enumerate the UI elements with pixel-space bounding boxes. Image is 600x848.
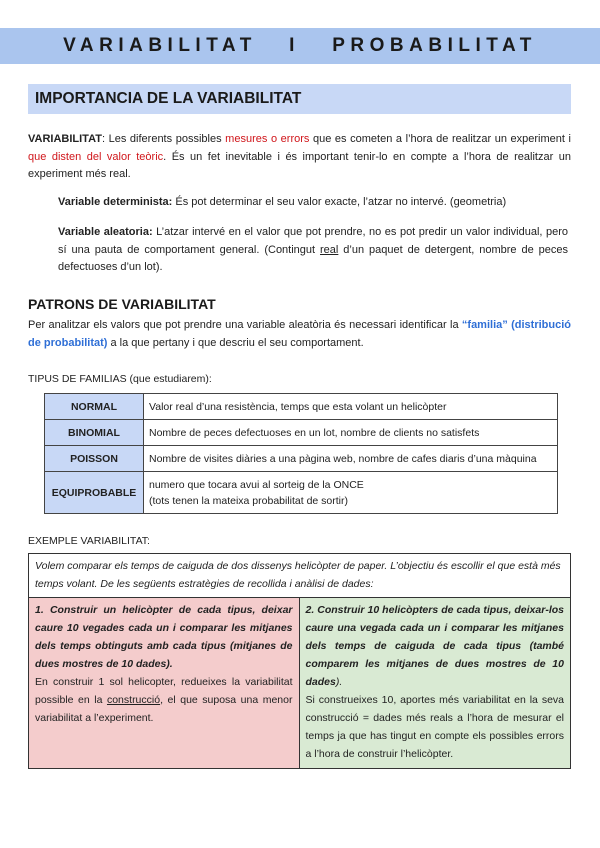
strategy-1-title: 1. Construir un helicòpter de cada tipus, deixar caure 10 vegades cada un i comparar les mitjanes dels temps obtinguts amb cada tipus (mitjanes de dues mostres de 10 dades). — [35, 604, 293, 670]
tipus-label: TIPUS DE FAMILIAS (que estudiarem): — [28, 373, 212, 385]
strategy-2-title: 2. Construir 10 helicòpters de cada tipus, deixar-los caure una vegada cada un i comparar les mitjanes dels temps de caiguda de cada tipus (també comparem les mitjanes de dues mostres de 10 dades — [305, 604, 564, 688]
variabilitat-term: VARIABILITAT — [28, 133, 102, 145]
family-description: Nombre de peces defectuoses en un lot, nombre de clients no satisfets — [144, 420, 558, 446]
aleatoria-term: Variable aleatoria: — [58, 226, 153, 238]
strategy-1-cell — [29, 598, 300, 768]
section-heading-importancia — [28, 84, 571, 114]
variabilitat-definition — [28, 131, 571, 184]
aleatoria-text-2: d’un paquet de detergent, nombre de peces defectuoses d’un lot). — [58, 243, 568, 273]
strategy-2-title-end: ). — [335, 676, 343, 688]
document-title: VARIABILITAT I PROBABILITAT — [63, 35, 537, 56]
document-title-banner — [0, 28, 600, 64]
variabilitat-text-2: que es cometen a l’hora de realitzar un experiment i — [309, 133, 571, 145]
families-table — [44, 393, 558, 514]
table-row — [45, 394, 558, 420]
exemple-box — [28, 553, 571, 769]
variabilitat-text-3: . És un fet inevitable i és important tenir-lo en compte a l’hora de realitzar un experiment més real. — [28, 150, 571, 180]
variabilitat-highlight-1: mesures o errors — [225, 133, 310, 145]
family-description: Nombre de visites diàries a una pàgina web, nombre de cafes diaris d’una màquina — [144, 446, 558, 472]
family-description: numero que tocara avui al sorteig de la ONCE — [149, 478, 364, 491]
determinista-definition — [58, 194, 568, 212]
strategy-1-underlined: construcció — [106, 694, 161, 706]
exemple-intro: Volem comparar els temps de caiguda de dos dissenys helicòpter de paper. L’objectiu és escollir el que està més temps volant. De les següents estratègies de recollida i anàlisi de dades: — [29, 554, 570, 598]
exemple-columns — [29, 598, 570, 768]
patrons-highlight: “familia” (distribució de probabilitat) — [28, 319, 571, 349]
aleatoria-text-1: L’atzar intervé en el valor que pot prendre, no es pot predir un valor individual, pero sí una pauta de comportament general. (Contingut — [58, 226, 568, 256]
aleatoria-definition — [58, 224, 568, 277]
family-name: EQUIPROBABLE — [45, 472, 144, 514]
table-row — [45, 446, 558, 472]
section-heading-text: IMPORTANCIA DE LA VARIABILITAT — [35, 90, 302, 107]
determinista-text: És pot determinar el seu valor exacte, l’atzar no intervé. (geometria) — [172, 196, 507, 208]
patrons-paragraph — [28, 317, 571, 352]
family-name: NORMAL — [45, 394, 144, 420]
family-description-note: (tots tenen la mateixa probabilitat de sortir) — [149, 494, 349, 507]
table-row — [45, 472, 558, 514]
aleatoria-underlined: real — [320, 243, 339, 256]
family-description-multiline — [144, 472, 558, 514]
strategy-2-text: Si construeixes 10, aportes més variabilitat en la seva construcció = dades més reals a l’hora de mesurar el temps ja que has tingut en compte els possibles errors a l’hora de construir l’helicòpter. — [305, 694, 564, 760]
patrons-text-1: Per analitzar els valors que pot prendre una variable aleatòria és necessari identificar la — [28, 319, 462, 331]
table-row — [45, 420, 558, 446]
strategy-1-text-1: En construir 1 sol helicopter, redueixes la variabilitat possible en la — [35, 676, 293, 706]
strategy-2-cell — [300, 598, 571, 768]
strategy-1-text-2: , el que suposa una menor variabilitat a l’experiment. — [35, 694, 293, 724]
family-name: POISSON — [45, 446, 144, 472]
variabilitat-highlight-2: que disten del valor teòric — [28, 150, 164, 163]
variabilitat-text-1: : Les diferents possibles — [101, 133, 226, 145]
family-name: BINOMIAL — [45, 420, 144, 446]
determinista-term: Variable determinista: — [58, 196, 173, 208]
exemple-label: EXEMPLE VARIABILITAT: — [28, 535, 150, 547]
patrons-heading: PATRONS DE VARIABILITAT — [28, 296, 216, 312]
patrons-text-2: a la que pertany i que descriu el seu comportament. — [107, 336, 364, 349]
family-description: Valor real d’una resistència, temps que esta volant un helicòpter — [144, 394, 558, 420]
